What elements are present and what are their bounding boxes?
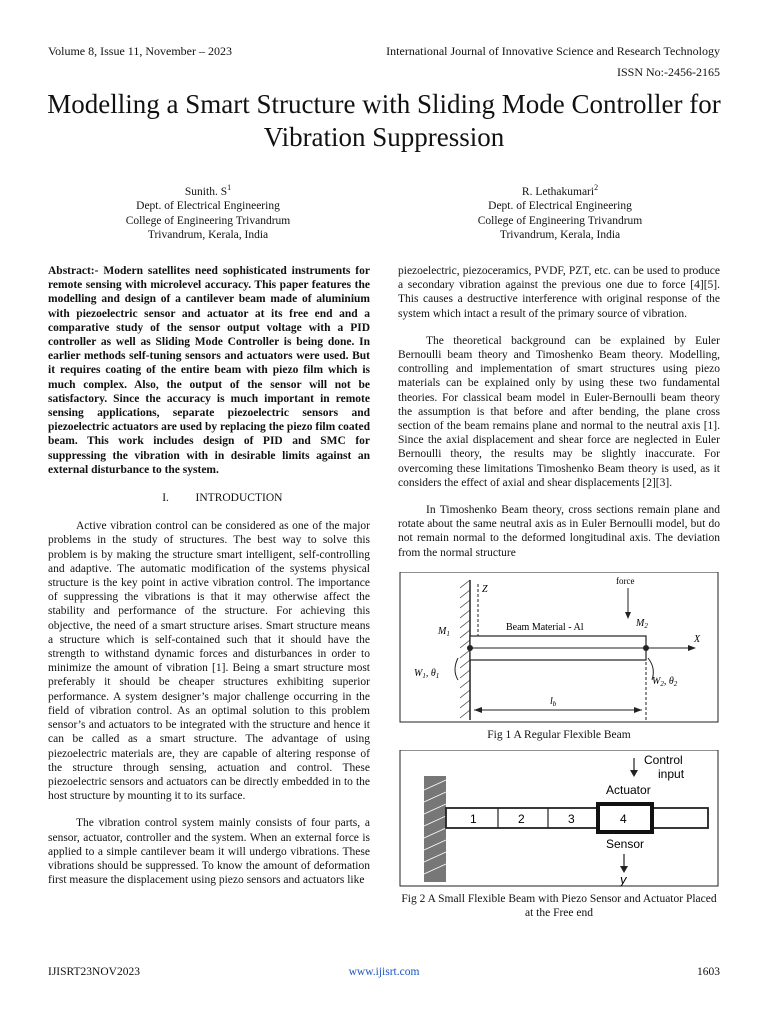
fig1-z-label: Z [482,583,488,595]
author-2-place: Trivandrum, Kerala, India [499,229,621,242]
fig1-beam-label: Beam Material - Al [506,621,584,633]
fig1-m1-label: $M_1$ [438,625,450,638]
right-column [398,264,720,920]
fig1-force-label: force [616,575,635,586]
author-2 [410,181,710,243]
fig2-actuator-label: Actuator [606,782,651,797]
fig2-control-label: Control [644,752,683,767]
figure-2-diagram [398,750,720,888]
fig2-y-label: y [620,871,627,887]
section-heading [48,491,370,505]
author-1-name: Sunith. S [184,185,228,198]
fig1-x-label: X [694,633,701,645]
fig2-seg2: 2 [518,811,525,826]
fig2-input-label: input [658,766,685,781]
header-volume: Volume 8, Issue 11, November – 2023 [48,44,232,58]
fig2-seg4: 4 [620,811,627,826]
paragraph: The theoretical background can be explained by Euler Bernoulli beam theory and Timoshenko Beam theory. Modelling, controlling and implementation of smart structures using piezo materials can be explained only by using these two fundamental theories. For classical beam model in Euler-Bernoulli beam theory the assumption is that before and after bending, the plane cross section of the beam remains plane and normal to the neutral axis [1]. Since the axial displacement and shear force are neglected in Euler Bernoulli theory, the results may be slightly inaccurate. For overcoming these limitations Timoshenko Beam theory is used, as it considers the effect of axial and shear displacements [2][3]. [398,334,720,489]
author-1-place: Trivandrum, Kerala, India [147,229,269,242]
paragraph: piezoelectric, piezoceramics, PVDF, PZT, etc. can be used to produce a secondary vibration against the previous one due to force [4][5]. This causes a destructive interference with original response of the system which intact a result of the primary source of vibration. [398,265,720,320]
left-column [48,264,370,887]
paragraph: In Timoshenko Beam theory, cross sections remain plane and rotate about the same neutral axis as in Euler Bernoulli model, but do not remain normal to the deformed longitudinal axis. The deviation from the normal structure [398,504,720,559]
author-1-sup: 1 [227,183,232,192]
footer-left: IJISRT23NOV2023 [48,966,140,978]
page-number: 1603 [697,966,720,978]
figure-2 [398,750,720,920]
header-issn: ISSN No:-2456-2165 [616,65,720,79]
section-number: I. [162,492,169,505]
fig1-w1-label: $W_1$, $\theta_1$ [414,667,440,680]
author-1 [58,181,358,243]
fig1-m2-label: $M_2$ [636,617,648,630]
author-1-college: College of Engineering Trivandrum [125,214,291,227]
figure-2-caption: Fig 2 A Small Flexible Beam with Piezo Sensor and Actuator Placed at the Free end [401,892,717,919]
author-2-sup: 2 [594,183,599,192]
fig2-seg1: 1 [470,811,477,826]
author-2-dept: Dept. of Electrical Engineering [488,200,632,213]
paragraph: The vibration control system mainly consists of four parts, a sensor, actuator, controller and the system. When an external force is applied to a simple cantilever beam it will undergo vibrations. These vibrations should be suppressed. To know the amount of deformation first measure the displacement using piezo sensors and actuators like [48,817,370,887]
footer-link[interactable]: www.ijisrt.com [348,966,420,978]
figure-1-caption: Fig 1 A Regular Flexible Beam [487,728,631,741]
fig1-lb-label: $l_b$ [550,695,557,708]
abstract: Abstract:- Modern satellites need sophisticated instruments for remote sensing with microlevel accuracy. This paper features the modelling and design of a cantilever beam made of aluminium with piezoelectric sensor and actuator at its free end and a comparative study of the sensor output voltage with a PID controller as well as Sliding Mode Controller is being done. In earlier methods self-tuning sensors and actuators were used. But it requires coating of the entire beam with piezo film which is much complex. Also, the output of the sensor will not be satisfactory. Since the accuracy is much important in remote sensing applications, separate piezoelectric sensors and piezoelectric actuators are used by replacing the piezo film coated beam. This work includes design of PID and SMC for suppressing the vibration with in desirable limits against an external disturbance to the system. [48,265,370,476]
fig2-sensor-label: Sensor [606,836,645,851]
fig2-seg3: 3 [568,811,575,826]
fig1-w2-label: $W_2$, $\theta_2$ [652,675,678,688]
figure-1 [398,572,720,742]
section-title: INTRODUCTION [195,492,283,505]
author-1-dept: Dept. of Electrical Engineering [136,200,280,213]
paragraph: Active vibration control can be considered as one of the major problems in the study of structures. The best way to solve this problem is by making the structure smart intelligent, self-controlling and adaptive. The automatic modification of the systems physical structure is the key point in active vibration control. The importance of suppressing the vibrations is that it may otherwise affect the stability and performance of the structure. For achieving this objective, the need of a smart structure arises. Smart structure means a structure which is self-contained such that it should have the strength to withstand dynamic forces and disturbances in order to minimize the amount of vibration [1]. Being a smart structure most preferably it should be cheaper structures exhibiting superior performance. A system designer’s major challenge occurring in the field of vibration control. As an optimal solution to this problem sensor’s and actuators to be integrated with the structure and hence it can be called as a smart structure. The advantage of using piezoelectric materials are, they are capable of altering response of the structure through sensing, actuation and control. These piezoelectric sensors and actuators can be directly embedded in to the host structure by mounting it to its surface. [48,520,370,803]
author-2-college: College of Engineering Trivandrum [477,214,643,227]
header-journal: International Journal of Innovative Science and Research Technology [386,44,720,58]
author-2-name: R. Lethakumari [521,185,595,198]
figure-1-diagram [398,572,720,724]
paper-title: Modelling a Smart Structure with Sliding Mode Controller for Vibration Suppression [47,89,721,152]
